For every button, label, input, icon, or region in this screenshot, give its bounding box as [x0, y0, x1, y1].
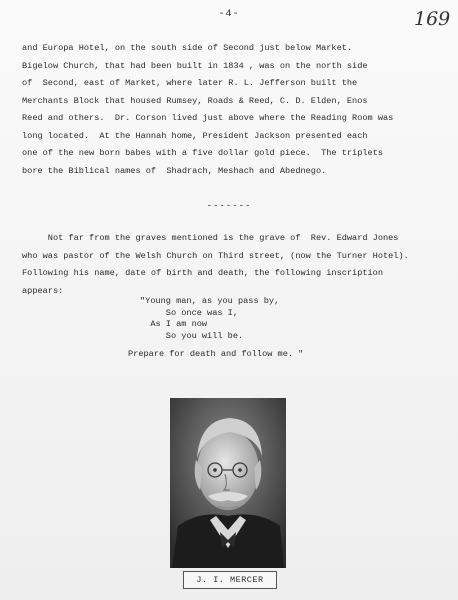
paragraph-grave: [22, 230, 450, 300]
portrait-photo: [170, 398, 286, 568]
verse-line: As I am now: [140, 319, 208, 329]
photo-caption: J. I. MERCER: [183, 571, 277, 589]
text-line: Reed and others. Dr. Corson lived just above where the Reading Room was: [22, 113, 394, 123]
handwritten-page-number: 169: [414, 8, 451, 30]
text-line: who was pastor of the Welsh Church on Third street, (now the Turner Hotel).: [22, 250, 409, 261]
verse-line: So once was I,: [140, 307, 238, 318]
text-line: of Second, east of Market, where later R. L. Jefferson built the: [22, 78, 358, 88]
text-line: Bigelow Church, that had been built in 1834 , was on the north side: [22, 60, 368, 71]
paragraph-history: [22, 40, 450, 180]
portrait-illustration: [170, 398, 286, 568]
text-line: bore the Biblical names of Shadrach, Meshach and Abednego.: [22, 165, 327, 176]
text-line: Merchants Block that housed Rumsey, Roads & Reed, C. D. Elden, Enos: [22, 95, 368, 106]
page-marker: -4-: [218, 9, 240, 20]
text-line: long located. At the Hannah home, President Jackson presented each: [22, 130, 368, 141]
verse-line: "Young man, as you pass by,: [140, 296, 280, 306]
text-line: one of the new born babes with a five dollar gold piece. The triplets: [22, 148, 383, 158]
text-line: appears:: [22, 285, 64, 296]
inscription-closing: Prepare for death and follow me. ": [128, 349, 304, 359]
inscription-verse: [140, 296, 440, 342]
text-line: Following his name, date of birth and death, the following inscription: [22, 268, 383, 278]
verse-line: So you will be.: [140, 330, 244, 341]
section-separator: -------: [206, 201, 252, 211]
text-line: Not far from the graves mentioned is the grave of Rev. Edward Jones: [22, 233, 399, 243]
text-line: and Europa Hotel, on the south side of Second just below Market.: [22, 43, 353, 53]
